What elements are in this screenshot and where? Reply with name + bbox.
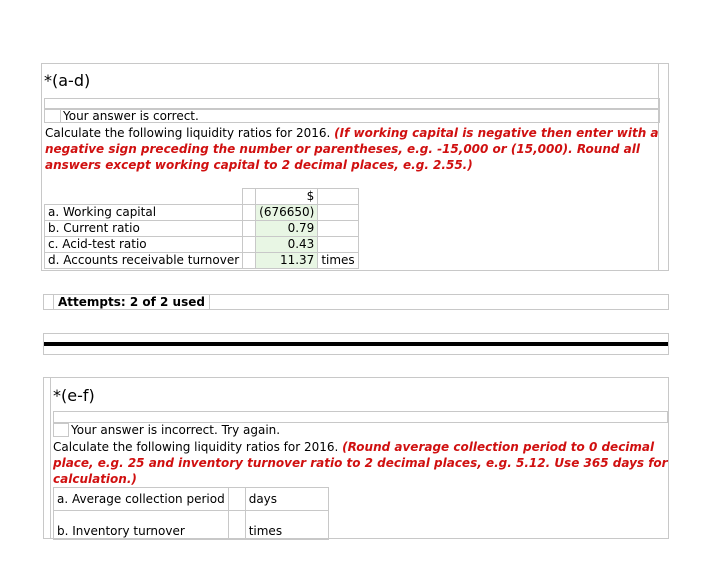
part-ef-status-bar-top: [53, 411, 668, 423]
header-gap: [243, 189, 256, 205]
part-ad-answer-table: [44, 188, 359, 269]
header-spacer: [45, 189, 243, 205]
row-gap: [243, 237, 256, 253]
part-ef-answer-table: [53, 487, 329, 540]
table-header-row: [45, 189, 359, 205]
row-label-working-capital: a. Working capital: [45, 205, 243, 221]
currency-header: $: [256, 189, 318, 205]
row-label-current-ratio: b. Current ratio: [45, 221, 243, 237]
part-ad-instructions: [45, 125, 660, 173]
avg-collection-period-unit: days: [245, 488, 328, 511]
table-row: [45, 221, 359, 237]
inventory-turnover-unit: times: [245, 511, 328, 540]
row-label-acid-test-ratio: c. Acid-test ratio: [45, 237, 243, 253]
part-ef-heading: *(e-f): [53, 386, 95, 405]
part-ad-heading: *(a-d): [44, 71, 91, 90]
attempts-indent: [44, 295, 54, 309]
ar-turnover-value[interactable]: 11.37: [256, 253, 318, 269]
working-capital-value[interactable]: (676650): [256, 205, 318, 221]
part-ef-instruction-text: Calculate the following liquidity ratios for 2016.: [53, 440, 339, 454]
acid-test-ratio-value[interactable]: 0.43: [256, 237, 318, 253]
part-ad-instruction-text: Calculate the following liquidity ratios for 2016.: [45, 126, 331, 140]
unit-header: [318, 189, 358, 205]
current-ratio-value[interactable]: 0.79: [256, 221, 318, 237]
part-ef-status-message: Your answer is incorrect. Try again.: [71, 423, 281, 437]
current-ratio-unit: [318, 221, 358, 237]
acid-test-ratio-unit: [318, 237, 358, 253]
part-ef-status-indent: [53, 423, 69, 437]
inventory-turnover-input[interactable]: [228, 511, 245, 540]
avg-collection-period-input[interactable]: [228, 488, 245, 511]
row-gap: [243, 221, 256, 237]
table-row: [54, 488, 329, 511]
separator-rule: [44, 342, 668, 346]
ar-turnover-unit: times: [318, 253, 358, 269]
part-ef-instructions: [53, 439, 668, 487]
working-capital-unit: [318, 205, 358, 221]
row-gap: [243, 205, 256, 221]
row-label-avg-collection-period: a. Average collection period: [54, 488, 229, 511]
table-row: [45, 237, 359, 253]
table-row: [45, 253, 359, 269]
part-ef-hint: (Round average collection period to 0 decimal place, e.g. 25 and inventory turnover ratio to 2 decimal places, e.g. 5.12. Use 365 days for calculation.): [53, 440, 668, 486]
table-row: [54, 511, 329, 540]
part-ad-status-bar-top: [44, 98, 660, 109]
part-ad-status-indent: [44, 109, 61, 123]
table-row: [45, 205, 359, 221]
attempts-counter: Attempts: 2 of 2 used: [58, 295, 205, 309]
row-label-ar-turnover: d. Accounts receivable turnover: [45, 253, 243, 269]
part-ad-hint: (If working capital is negative then enter with a negative sign preceding the number or parentheses, e.g. -15,000 or (15,000). Round all answers except working capital to 2 decimal places, e.g. 2.55.): [45, 126, 659, 172]
part-ad-status-message: Your answer is correct.: [63, 109, 199, 123]
row-gap: [243, 253, 256, 269]
row-label-inventory-turnover: b. Inventory turnover: [54, 511, 229, 540]
